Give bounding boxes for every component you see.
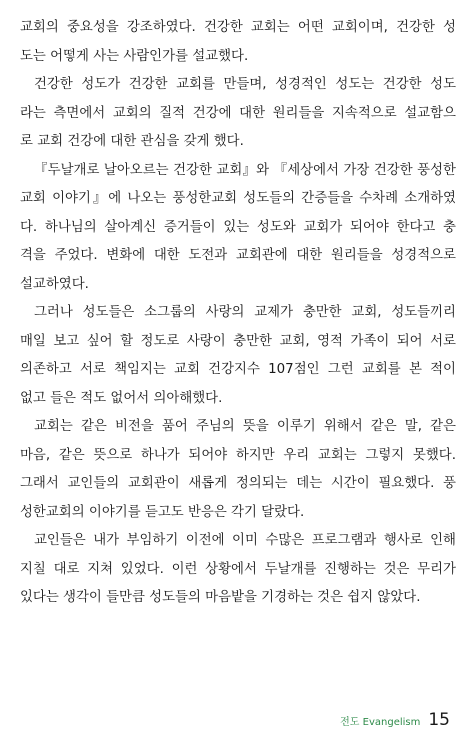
page-footer (340, 710, 450, 730)
text-line: 교인들은 내가 부임하기 이전에 이미 수많은 프로그램과 행사로 인해 (34, 533, 456, 548)
text-line: 라는 측면에서 교회의 질적 건강에 대한 원리들을 지속적으로 설교함으 (20, 105, 456, 121)
text-line: 로 교회 건강에 대한 관심을 갖게 했다. (20, 134, 244, 149)
text-line: 건강한 성도가 건강한 교회를 만들며, 성경적인 성도는 건강한 성도 (34, 77, 456, 92)
page-number: 15 (428, 710, 450, 730)
text-line: 『두날개로 날아오르는 건강한 교회』와 『세상에서 가장 건강한 풍성한 (34, 162, 456, 178)
text-line: 의존하고 서로 책임지는 교회 건강지수 107점인 그런 교회를 본 적이 (20, 362, 456, 377)
text-line: 매일 보고 싶어 할 정도로 사랑이 충만한 교회, 영적 가족이 되어 서로 (20, 333, 456, 349)
document-body (20, 14, 456, 613)
text-line: 도는 어떻게 사는 사람인가를 설교했다. (20, 48, 249, 64)
text-line: 있다는 생각이 들만큼 성도들의 마음밭을 기경하는 것은 쉽지 않았다. (20, 590, 421, 605)
text-line: 지칠 대로 지쳐 있었다. 이런 상황에서 두날개를 진행하는 것은 무리가 (20, 561, 456, 577)
text-line: 설교하였다. (20, 276, 89, 292)
text-line: 그래서 교인들의 교회관이 새롭게 정의되는 데는 시간이 필요했다. 풍 (20, 476, 456, 491)
text-line: 다. 하나님의 살아계신 증거들이 있는 성도와 교회가 되어야 한다고 충 (20, 219, 456, 235)
text-line: 격을 주었다. 변화에 대한 도전과 교회관에 대한 원리들을 성경적으로 (20, 248, 456, 263)
text-line: 그러나 성도들은 소그룹의 사랑의 교제가 충만한 교회, 성도들끼리 (34, 305, 456, 320)
text-line: 없고 들은 적도 없어서 의아해했다. (20, 390, 223, 406)
text-line: 교회는 같은 비전을 품어 주님의 뜻을 이루기 위해서 같은 말, 같은 (34, 419, 456, 434)
text-line: 마음, 같은 뜻으로 하나가 되어야 하지만 우리 교회는 그렇지 못했다. (20, 447, 456, 463)
text-line: 교회의 중요성을 강조하였다. 건강한 교회는 어떤 교회이며, 건강한 성 (20, 20, 456, 35)
section-label: 전도 Evangelism (340, 717, 421, 728)
text-line: 성한교회의 이야기를 듣고도 반응은 각기 달랐다. (20, 504, 305, 520)
text-line: 교회 이야기』에 나오는 풍성한교회 성도들의 간증들을 수차례 소개하였 (20, 191, 456, 206)
